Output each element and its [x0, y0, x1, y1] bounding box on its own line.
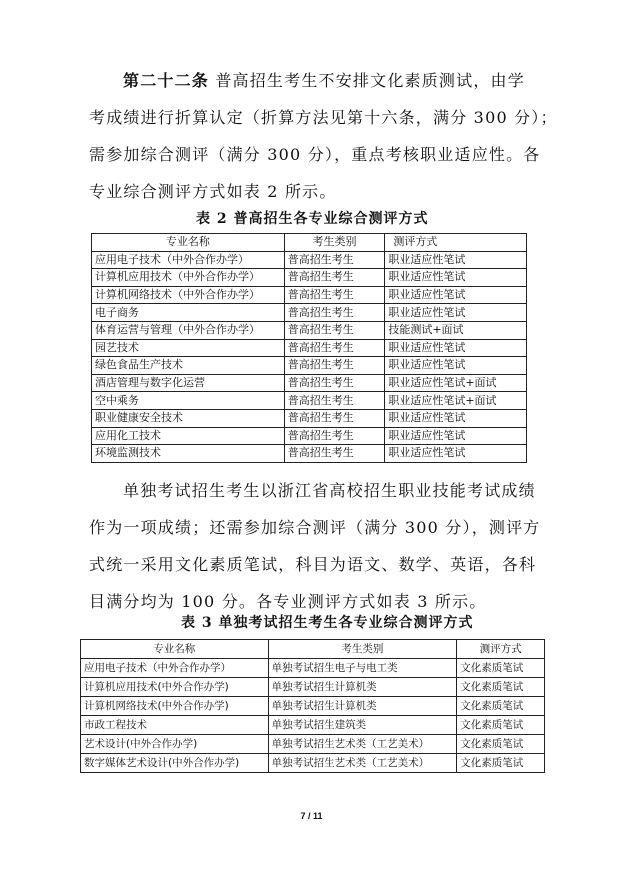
cell-major: 应用电子技术（中外合作办学）: [92, 251, 285, 269]
table-row: [92, 374, 527, 392]
table2-header-category: 考生类别: [284, 234, 385, 252]
cell-category: 普高招生考生: [284, 251, 385, 269]
cell-method: 文化素质笔试: [457, 659, 545, 678]
cell-method: 文化素质笔试: [457, 754, 545, 773]
para1-line3: 需参加综合测评（满分 300 分），重点考核职业适应性。各: [89, 145, 541, 164]
table3-header-major: 专业名称: [81, 640, 269, 659]
cell-category: 普高招生考生: [284, 321, 385, 339]
cell-category: 普高招生考生: [284, 357, 385, 375]
independent-exam-paragraph: [89, 472, 559, 620]
article-number: 第二十二条: [123, 71, 210, 90]
cell-category: 普高招生考生: [284, 445, 385, 463]
table-row: [92, 445, 527, 463]
cell-major: 体育运营与管理（中外合作办学）: [92, 321, 285, 339]
cell-major: 电子商务: [92, 304, 285, 322]
cell-category: 普高招生考生: [284, 286, 385, 304]
cell-major: 酒店管理与数字化运营: [92, 374, 285, 392]
cell-method: 职业适应性笔试: [385, 304, 527, 322]
table3-caption: 表 3 单独考试招生考生各专业综合测评方式: [181, 615, 474, 631]
table2-header-major: 专业名称: [92, 234, 285, 252]
para2-line3: 式统一采用文化素质笔试，科目为语文、数学、英语，各科: [89, 555, 537, 574]
cell-category: 普高招生考生: [284, 409, 385, 427]
table-row: [92, 409, 527, 427]
cell-method: 职业适应性笔试: [385, 357, 527, 375]
table3-header-method: 测评方式: [457, 640, 545, 659]
cell-method: 文化素质笔试: [457, 678, 545, 697]
cell-method: 职业适应性笔试+面试: [385, 392, 527, 410]
cell-category: 单独考试招生计算机类: [268, 678, 457, 697]
cell-major: 应用化工技术: [92, 427, 285, 445]
cell-major: 绿色食品生产技术: [92, 357, 285, 375]
table-row: [92, 357, 527, 375]
table-row: [81, 697, 545, 716]
cell-major: 艺术设计(中外合作办学): [81, 735, 269, 754]
table2-header-row: [92, 234, 527, 252]
cell-method: 职业适应性笔试: [385, 409, 527, 427]
table-row: [81, 678, 545, 697]
cell-major: 环境监测技术: [92, 445, 285, 463]
cell-major: 应用电子技术（中外合作办学）: [81, 659, 269, 678]
cell-method: 职业适应性笔试+面试: [385, 374, 527, 392]
cell-category: 单独考试招生计算机类: [268, 697, 457, 716]
table3-header-category: 考生类别: [268, 640, 457, 659]
table-row: [92, 286, 527, 304]
cell-major: 计算机网络技术(中外合作办学): [81, 697, 269, 716]
cell-major: 数字媒体艺术设计(中外合作办学): [81, 754, 269, 773]
cell-method: 职业适应性笔试: [385, 286, 527, 304]
table-row: [92, 251, 527, 269]
para1-line4: 专业综合测评方式如表 2 所示。: [89, 182, 337, 201]
para1-line2: 考成绩进行折算认定（折算方法见第十六条，满分 300 分）；: [89, 108, 558, 127]
cell-method: 职业适应性笔试: [385, 427, 527, 445]
table-row: [81, 754, 545, 773]
table-row: [92, 269, 527, 287]
cell-method: 技能测试+面试: [385, 321, 527, 339]
cell-method: 职业适应性笔试: [385, 445, 527, 463]
cell-method: 职业适应性笔试: [385, 251, 527, 269]
cell-category: 普高招生考生: [284, 374, 385, 392]
cell-major: 市政工程技术: [81, 716, 269, 735]
cell-method: 文化素质笔试: [457, 716, 545, 735]
cell-major: 空中乘务: [92, 392, 285, 410]
cell-category: 单独考试招生建筑类: [268, 716, 457, 735]
para2-line4: 目满分均为 100 分。各专业测评方式如表 3 所示。: [89, 592, 487, 611]
article-22-paragraph: [89, 62, 559, 210]
cell-major: 计算机应用技术(中外合作办学): [81, 678, 269, 697]
table3: [80, 639, 545, 773]
cell-method: 文化素质笔试: [457, 697, 545, 716]
para2-line2: 作为一项成绩；还需参加综合测评（满分 300 分），测评方: [89, 518, 541, 537]
cell-category: 单独考试招生艺术类（工艺美术）: [268, 735, 457, 754]
cell-category: 普高招生考生: [284, 392, 385, 410]
table-row: [92, 392, 527, 410]
cell-major: 园艺技术: [92, 339, 285, 357]
cell-major: 计算机应用技术（中外合作办学）: [92, 269, 285, 287]
table-row: [81, 659, 545, 678]
cell-major: 计算机网络技术（中外合作办学）: [92, 286, 285, 304]
para1-line1: 普高招生考生不安排文化素质测试，由学: [215, 71, 525, 90]
page-number: 7 / 11: [300, 811, 323, 821]
cell-method: 职业适应性笔试: [385, 269, 527, 287]
cell-category: 普高招生考生: [284, 269, 385, 287]
table-row: [92, 321, 527, 339]
table-row: [81, 716, 545, 735]
table2: [91, 233, 527, 463]
table2-header-method: 测评方式: [385, 234, 527, 252]
cell-method: 文化素质笔试: [457, 735, 545, 754]
table-row: [81, 735, 545, 754]
cell-category: 单独考试招生电子与电工类: [268, 659, 457, 678]
table3-header-row: [81, 640, 545, 659]
cell-category: 普高招生考生: [284, 427, 385, 445]
para2-line1: 单独考试招生考生以浙江省高校招生职业技能考试成绩: [123, 481, 536, 500]
cell-category: 单独考试招生艺术类（工艺美术）: [268, 754, 457, 773]
table-row: [92, 304, 527, 322]
cell-method: 职业适应性笔试: [385, 339, 527, 357]
table-row: [92, 339, 527, 357]
cell-category: 普高招生考生: [284, 339, 385, 357]
cell-category: 普高招生考生: [284, 304, 385, 322]
table-row: [92, 427, 527, 445]
cell-major: 职业健康安全技术: [92, 409, 285, 427]
table2-caption: 表 2 普高招生各专业综合测评方式: [196, 211, 429, 227]
